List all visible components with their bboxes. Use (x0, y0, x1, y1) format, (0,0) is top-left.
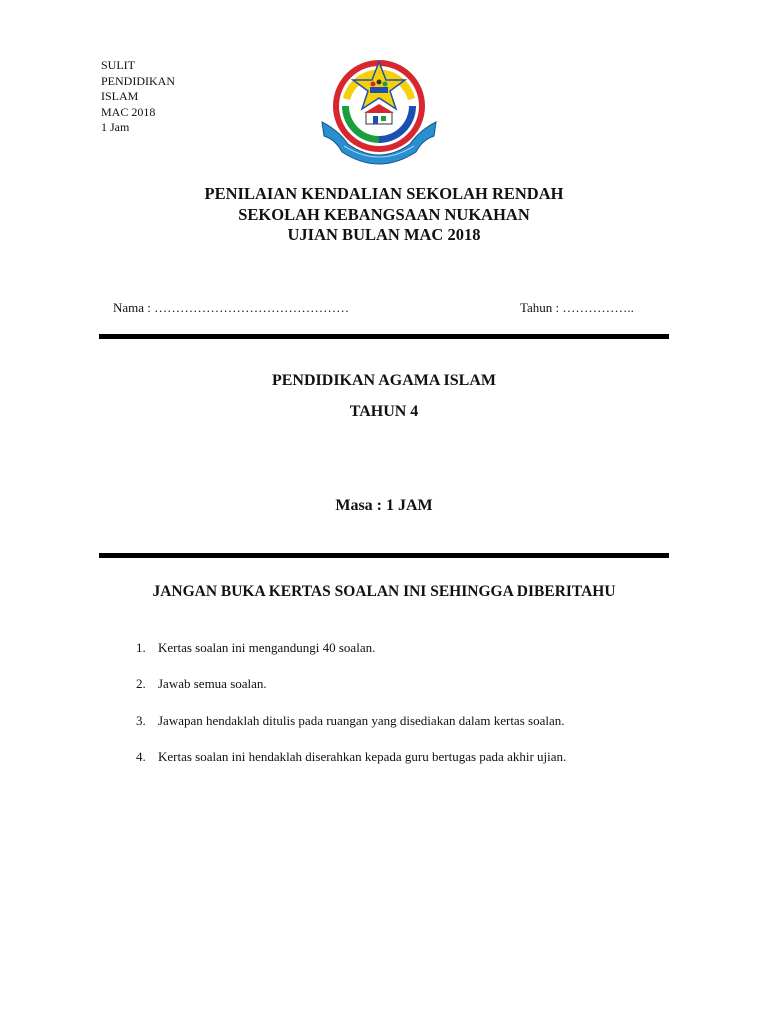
list-item (136, 749, 566, 785)
title-line-exam: UJIAN BULAN MAC 2018 (287, 225, 481, 244)
subject-level: TAHUN 4 (349, 403, 419, 420)
instruction-number: 1. (136, 640, 146, 655)
title-line-assessment: PENILAIAN KENDALIAN SEKOLAH RENDAH (204, 184, 564, 203)
divider-bottom (99, 553, 669, 558)
instructions-list (136, 640, 566, 785)
paper-meta (101, 58, 175, 136)
instruction-number: 2. (136, 676, 146, 692)
meta-duration: 1 Jam (101, 120, 130, 134)
list-item (136, 713, 566, 749)
instruction-number: 3. (136, 712, 146, 728)
instruction-text: Kertas soalan ini mengandungi 40 soalan. (158, 640, 376, 655)
assessment-title (0, 184, 768, 246)
do-not-open-warning: JANGAN BUKA KERTAS SOALAN INI SEHINGGA DIBERITAHU (152, 583, 616, 600)
divider-top (99, 334, 669, 339)
student-name-label: Nama : ……………………………………… (113, 300, 350, 315)
student-year-field[interactable] (520, 300, 634, 316)
instruction-text: Kertas soalan ini hendaklah diserahkan kepada guru bertugas pada akhir ujian. (158, 748, 567, 764)
exam-duration: Masa : 1 JAM (335, 497, 433, 514)
meta-subject-line1: PENDIDIKAN (101, 73, 175, 88)
subject-name: PENDIDIKAN AGAMA ISLAM (271, 372, 496, 389)
student-year-label: Tahun : …………….. (520, 300, 634, 315)
meta-classification: SULIT (101, 58, 135, 72)
list-item (136, 640, 566, 676)
title-line-school: SEKOLAH KEBANGSAAN NUKAHAN (238, 204, 530, 224)
school-crest-logo (318, 56, 440, 168)
list-item (136, 676, 566, 712)
meta-subject-line2: ISLAM (101, 89, 139, 103)
instruction-text: Jawab semua soalan. (158, 676, 267, 692)
instruction-text: Jawapan hendaklah ditulis pada ruangan yang disediakan dalam kertas soalan. (158, 712, 565, 728)
instruction-number: 4. (136, 748, 146, 764)
student-name-field[interactable] (113, 300, 349, 316)
meta-date: MAC 2018 (101, 104, 156, 119)
